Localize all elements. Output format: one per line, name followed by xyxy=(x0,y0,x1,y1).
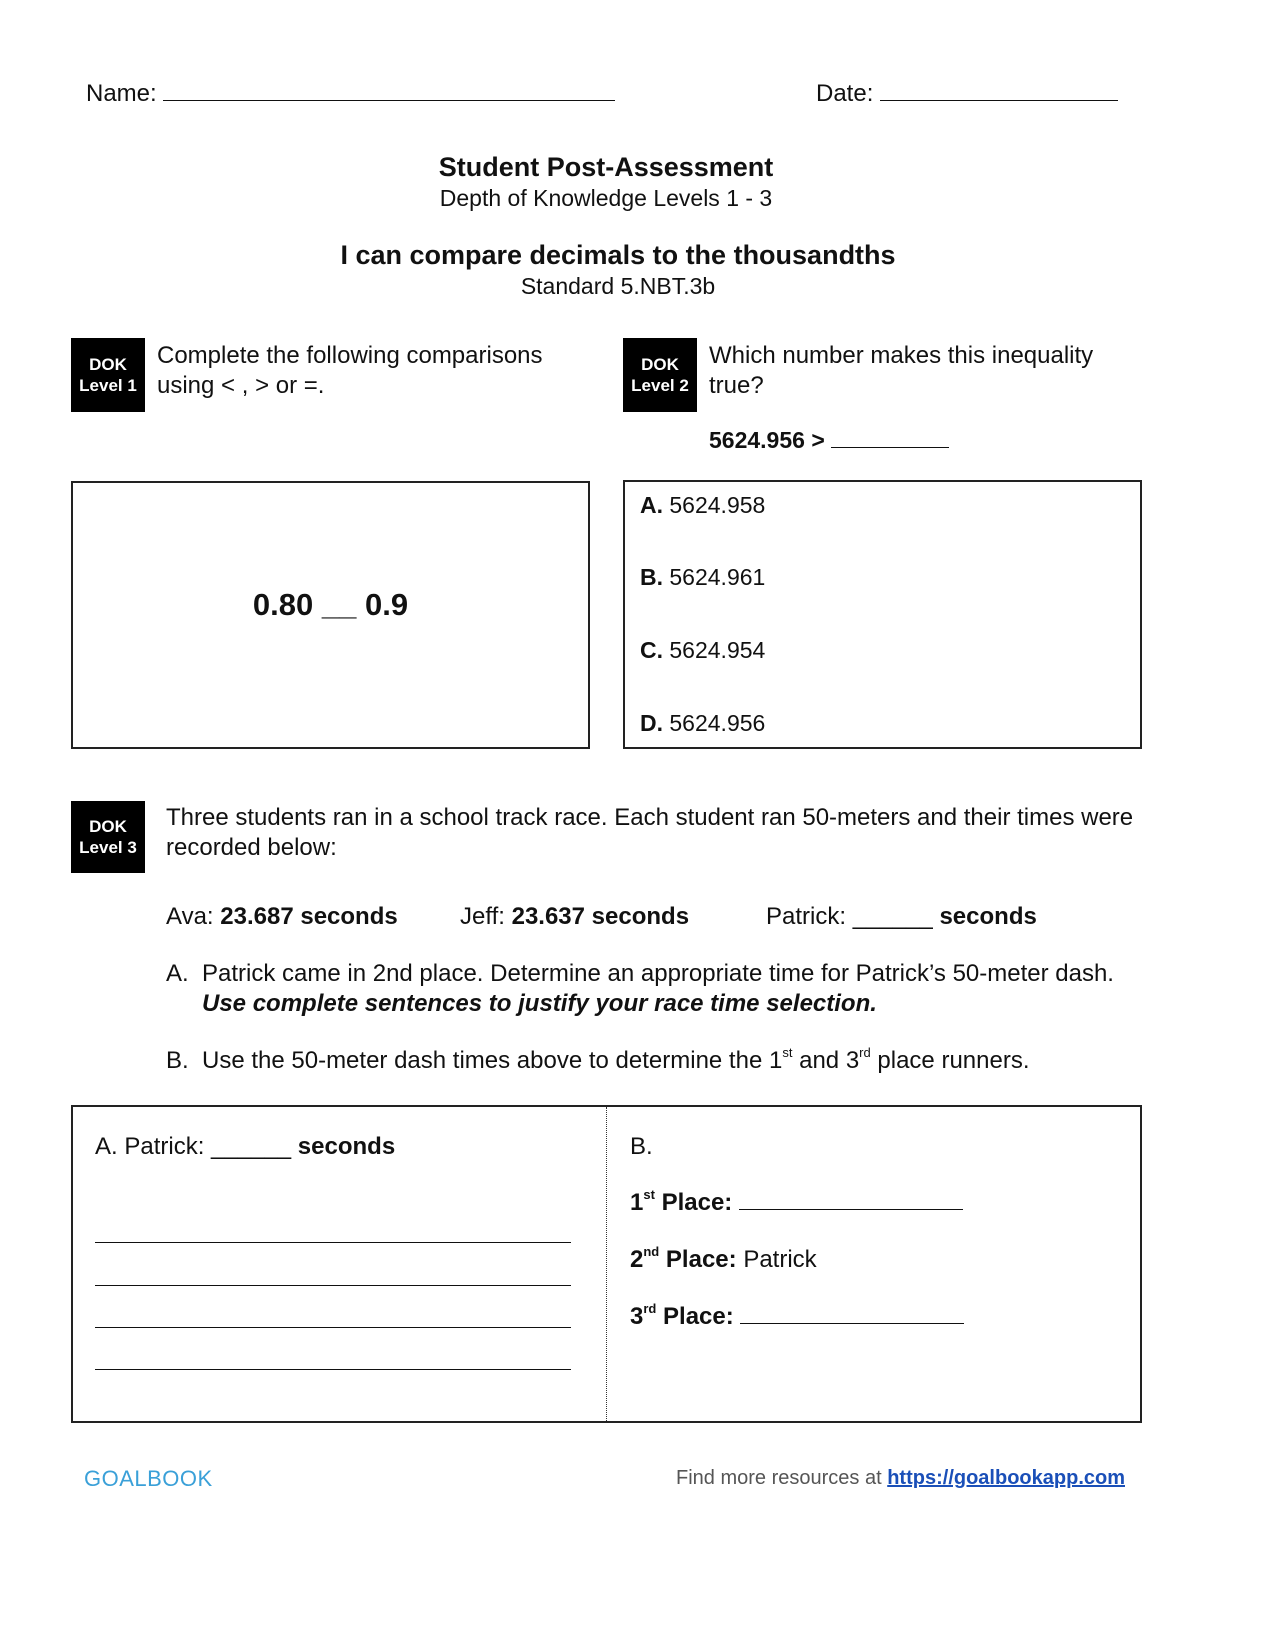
q2-inequality xyxy=(709,427,949,454)
answer-a-line-2[interactable] xyxy=(95,1285,571,1286)
part-a-instruction: Use complete sentences to justify your race time selection. xyxy=(202,990,877,1017)
third-place-sup: rd xyxy=(643,1301,657,1316)
q2-option-d[interactable] xyxy=(640,710,765,737)
patrick-time xyxy=(766,903,1037,931)
answer-divider xyxy=(606,1107,607,1421)
date-line[interactable] xyxy=(880,100,1118,101)
dok-level-3-badge xyxy=(71,801,145,873)
ava-time xyxy=(166,903,398,931)
badge-dok-text: DOK xyxy=(89,817,127,836)
first-place-sup: st xyxy=(643,1187,655,1202)
badge-level-text: Level 3 xyxy=(79,838,137,857)
q1-left-value: 0.80 xyxy=(252,587,314,622)
answer-a-line-4[interactable] xyxy=(95,1369,571,1370)
q1-comparison xyxy=(73,587,588,623)
answer-a-label: A. Patrick: xyxy=(95,1133,205,1160)
part-a-letter: A. xyxy=(166,960,189,987)
q3-part-a xyxy=(166,959,1114,1019)
patrick-blank[interactable]: ______ xyxy=(852,903,933,930)
answer-a-seconds: seconds xyxy=(297,1133,396,1160)
q2-options-box xyxy=(623,480,1142,749)
answer-a-line-3[interactable] xyxy=(95,1327,571,1328)
option-letter: D. xyxy=(640,710,663,736)
second-place-value: Patrick xyxy=(743,1246,817,1273)
dok-level-1-badge xyxy=(71,338,145,412)
answer-a-blank[interactable]: ______ xyxy=(211,1133,292,1160)
option-letter: A. xyxy=(640,492,663,518)
third-place-row xyxy=(630,1303,964,1331)
q2-option-a[interactable] xyxy=(640,492,765,519)
part-b-letter: B. xyxy=(166,1047,189,1074)
q1-prompt xyxy=(157,341,543,401)
standard-label: Standard 5.NBT.3b xyxy=(520,273,716,299)
option-value: 5624.956 xyxy=(669,710,766,736)
q1-blank[interactable]: __ xyxy=(321,587,357,622)
option-value: 5624.954 xyxy=(669,637,766,663)
q1-right-value: 0.9 xyxy=(364,587,409,622)
option-letter: B. xyxy=(640,564,663,590)
badge-dok-text: DOK xyxy=(89,355,127,374)
patrick-label: Patrick: xyxy=(766,903,847,930)
q3-prompt-line2: recorded below: xyxy=(166,834,337,861)
option-letter: C. xyxy=(640,637,663,663)
name-line[interactable] xyxy=(163,100,615,101)
q2-answer-line[interactable] xyxy=(831,447,949,448)
q3-part-b xyxy=(166,1046,1030,1076)
footer-resources xyxy=(676,1467,1125,1490)
ava-label: Ava: xyxy=(166,903,214,930)
option-value: 5624.958 xyxy=(669,492,766,518)
page-title: Student Post-Assessment xyxy=(438,152,774,182)
first-place-row xyxy=(630,1189,963,1217)
second-place-row xyxy=(630,1246,817,1274)
patrick-seconds: seconds xyxy=(939,903,1037,930)
footer-link[interactable]: https://goalbookapp.com xyxy=(887,1467,1125,1489)
jeff-time-value: 23.637 seconds xyxy=(511,903,690,930)
q2-prompt-line1: Which number makes this inequality xyxy=(709,342,1094,369)
jeff-label: Jeff: xyxy=(460,903,505,930)
first-place-line[interactable] xyxy=(739,1209,963,1210)
q2-prompt-line2: true? xyxy=(709,372,764,399)
part-b-text-1: Use the 50-meter dash times above to determine the 1 xyxy=(202,1047,783,1074)
second-place-num: 2 xyxy=(630,1246,644,1273)
date-label: Date: xyxy=(816,80,874,107)
second-place-label: Place: xyxy=(659,1246,737,1273)
first-place-label: Place: xyxy=(654,1189,733,1216)
badge-level-text: Level 1 xyxy=(79,376,137,395)
q3-prompt-line1: Three students ran in a school track race. Each student ran 50-meters and their times were xyxy=(166,804,1134,831)
third-place-label: Place: xyxy=(656,1303,734,1330)
q2-option-b[interactable] xyxy=(640,564,765,591)
first-place-num: 1 xyxy=(630,1189,644,1216)
part-b-text-3: place runners. xyxy=(870,1047,1030,1074)
part-b-sup-1: st xyxy=(782,1045,793,1060)
q2-inequality-text: 5624.956 > xyxy=(709,427,825,453)
option-value: 5624.961 xyxy=(669,564,766,590)
third-place-line[interactable] xyxy=(740,1323,964,1324)
footer-text: Find more resources at xyxy=(676,1467,882,1489)
goalbook-logo[interactable] xyxy=(84,1466,213,1492)
jeff-time xyxy=(460,903,689,931)
logo-text: GOALBOOK xyxy=(84,1466,213,1491)
q1-prompt-line2: using < , > or =. xyxy=(157,372,325,399)
date-field[interactable] xyxy=(816,80,1118,108)
page-subtitle: Depth of Knowledge Levels 1 - 3 xyxy=(439,185,773,211)
second-place-sup: nd xyxy=(643,1244,660,1259)
third-place-num: 3 xyxy=(630,1303,644,1330)
q1-prompt-line1: Complete the following comparisons xyxy=(157,342,543,369)
part-a-text: Patrick came in 2nd place. Determine an appropriate time for Patrick’s 50-meter dash. xyxy=(202,960,1114,987)
part-b-sup-2: rd xyxy=(859,1045,871,1060)
name-label: Name: xyxy=(86,80,157,107)
part-b-text-2: and 3 xyxy=(792,1047,860,1074)
q1-answer-box xyxy=(71,481,590,749)
q2-option-c[interactable] xyxy=(640,637,765,664)
q3-prompt xyxy=(166,803,1133,863)
badge-dok-text: DOK xyxy=(641,355,679,374)
answer-b-label: B. xyxy=(630,1133,653,1160)
q2-prompt xyxy=(709,341,1093,401)
dok-level-2-badge xyxy=(623,338,697,412)
ava-time-value: 23.687 seconds xyxy=(220,903,398,930)
objective-title: I can compare decimals to the thousandths xyxy=(340,240,896,270)
q3-answer-box xyxy=(71,1105,1142,1423)
name-field[interactable] xyxy=(86,80,615,108)
badge-level-text: Level 2 xyxy=(631,376,689,395)
answer-a-header xyxy=(95,1133,395,1161)
answer-a-line-1[interactable] xyxy=(95,1242,571,1243)
